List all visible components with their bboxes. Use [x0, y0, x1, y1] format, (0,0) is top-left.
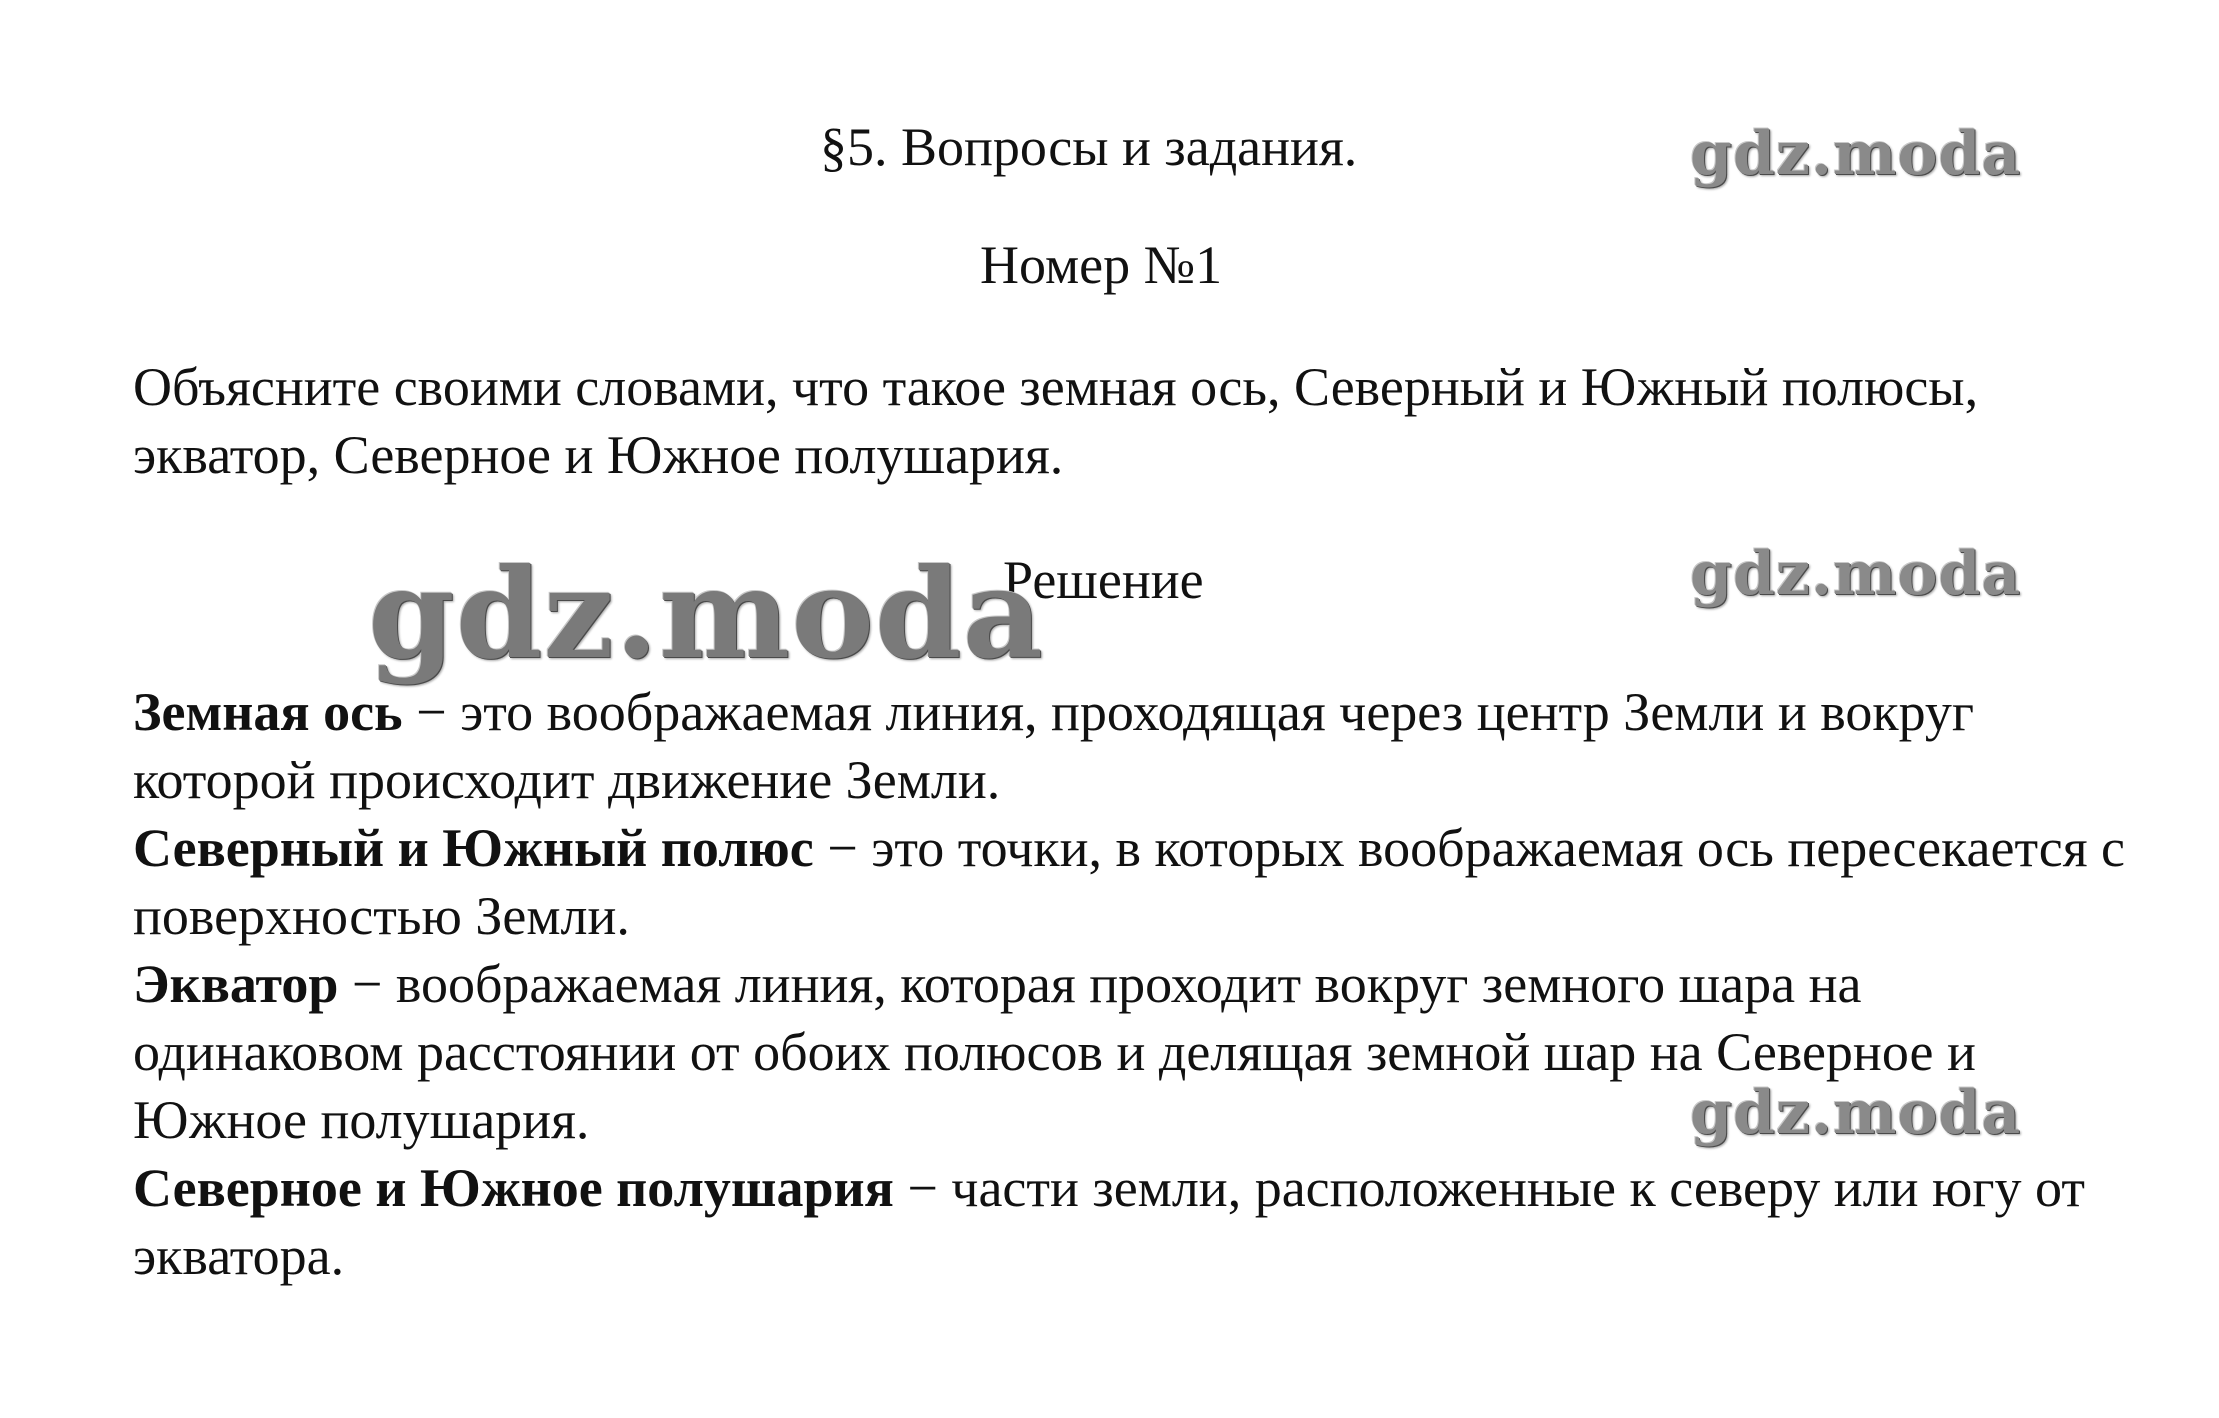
answer-term: Северный и Южный полюс — [133, 818, 814, 878]
answer-definition: − это точки, в которых воображаемая ось пересекается с поверхностью Земли. — [133, 818, 2126, 946]
watermark-logo: gdz.moda — [1690, 539, 2022, 609]
answer-definition: − воображаемая линия, которая проходит вокруг земного шара на одинаковом расстоянии от обоих полюсов и делящая земной шар на Северное и Южное полушария. — [133, 954, 1976, 1150]
watermark-logo: gdz.moda — [368, 542, 1044, 687]
answer-item-poles — [133, 814, 2133, 950]
answer-item-earth-axis — [133, 678, 2133, 814]
section-title: §5. Вопросы и задания. — [820, 117, 1358, 177]
answer-item-hemispheres — [133, 1154, 2133, 1290]
answer-term: Северное и Южное полушария — [133, 1158, 894, 1218]
watermark-logo: gdz.moda — [1690, 1078, 2022, 1148]
answer-block — [133, 678, 2133, 1290]
answer-term: Земная ось — [133, 682, 403, 742]
task-number: Номер №1 — [980, 235, 1223, 295]
question-text: Объясните своими словами, что такое земная ось, Северный и Южный полюсы, экватор, Северное и Южное полушария. — [133, 357, 1979, 485]
watermark-logo: gdz.moda — [1690, 119, 2022, 189]
solution-heading: Решение — [1003, 550, 1204, 610]
answer-definition: − части земли, расположенные к северу или югу от экватора. — [133, 1158, 2085, 1286]
answer-term: Экватор — [133, 954, 339, 1014]
answer-definition: − это воображаемая линия, проходящая через центр Земли и вокруг которой происходит движение Земли. — [133, 682, 1975, 810]
